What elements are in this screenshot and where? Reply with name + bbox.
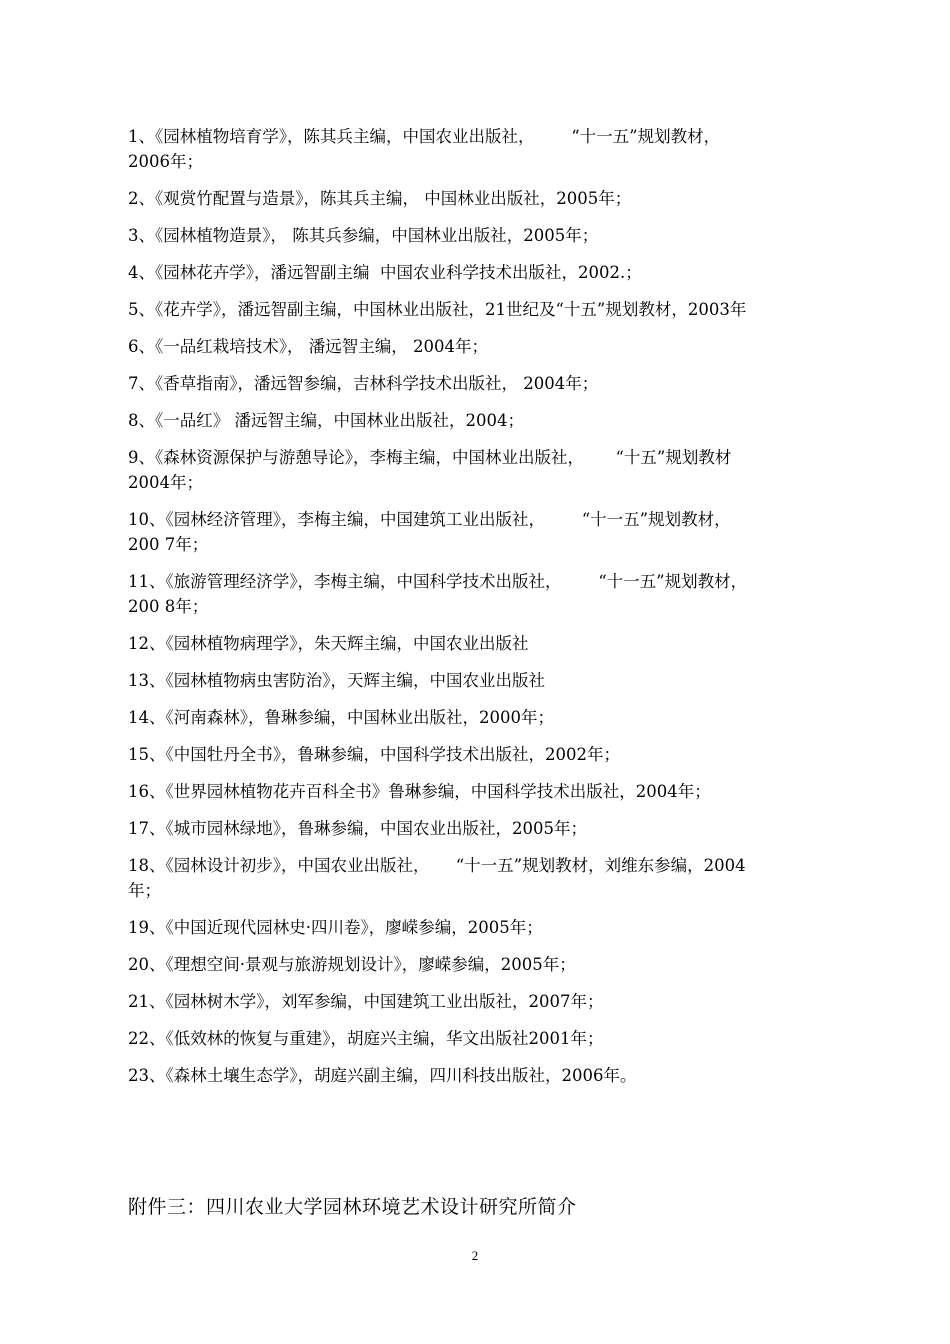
reference-item-18: 18、《园林设计初步》，中国农业出版社， “十一五”规划教材，刘维东参编，2004 年； xyxy=(128,856,746,900)
reference-item-16: 16、《世界园林植物花卉百科全书》鲁琳参编，中国科学技术出版社，2004年； xyxy=(128,782,711,801)
reference-item-3: 3、《园林植物造景》， 陈其兵参编，中国林业出版社，2005年； xyxy=(128,226,599,245)
reference-item-2: 2、《观赏竹配置与造景》，陈其兵主编， 中国林业出版社，2005年； xyxy=(128,189,632,208)
reference-list xyxy=(128,124,836,1100)
reference-item-12: 12、《园林植物病理学》，朱天辉主编，中国农业出版社 xyxy=(128,634,529,653)
reference-item-22: 22、《低效林的恢复与重建》，胡庭兴主编，华文出版社2001年； xyxy=(128,1029,604,1048)
reference-item-9: 9、《森林资源保护与游憩导论》，李梅主编，中国林业出版社， “十五”规划教材 2004年； xyxy=(128,448,732,492)
reference-item-4: 4、《园林花卉学》，潘远智副主编 中国农业科学技术出版社，2002.； xyxy=(128,263,642,282)
reference-item-8: 8、《一品红》 潘远智主编，中国林业出版社，2004； xyxy=(128,411,524,430)
reference-item-7: 7、《香草指南》，潘远智参编，吉林科学技术出版社， 2004年； xyxy=(128,374,599,393)
reference-item-13: 13、《园林植物病虫害防治》，天辉主编，中国农业出版社 xyxy=(128,671,545,690)
reference-item-10: 10、《园林经济管理》，李梅主编，中国建筑工业出版社， “十一五”规划教材， 200 7年； xyxy=(128,510,731,554)
reference-item-15: 15、《中国牡丹全书》，鲁琳参编，中国科学技术出版社，2002年； xyxy=(128,745,620,764)
reference-item-20: 20、《理想空间·景观与旅游规划设计》，廖嵘参编，2005年； xyxy=(128,955,576,974)
reference-item-11: 11、《旅游管理经济学》，李梅主编，中国科学技术出版社， “十一五”规划教材， 200 8年； xyxy=(128,572,748,616)
reference-item-5: 5、《花卉学》，潘远智副主编，中国林业出版社，21世纪及“十五”规划教材，2003年 xyxy=(128,300,747,319)
reference-item-14: 14、《河南森林》，鲁琳参编，中国林业出版社，2000年； xyxy=(128,708,554,727)
reference-item-21: 21、《园林树木学》，刘军参编，中国建筑工业出版社，2007年； xyxy=(128,992,604,1011)
page-number: 2 xyxy=(471,1248,479,1263)
reference-item-23: 23、《森林土壤生态学》，胡庭兴副主编，四川科技出版社，2006年。 xyxy=(128,1066,637,1085)
section-heading: 附件三：四川农业大学园林环境艺术设计研究所简介 xyxy=(128,1196,577,1218)
reference-item-6: 6、《一品红栽培技术》， 潘远智主编， 2004年； xyxy=(128,337,488,356)
reference-item-1: 1、《园林植物培育学》，陈其兵主编，中国农业出版社， “十一五”规划教材， 2006年； xyxy=(128,127,721,171)
reference-item-19: 19、《中国近现代园林史·四川卷》，廖嵘参编，2005年； xyxy=(128,918,543,937)
reference-item-17: 17、《城市园林绿地》，鲁琳参编，中国农业出版社，2005年； xyxy=(128,819,587,838)
